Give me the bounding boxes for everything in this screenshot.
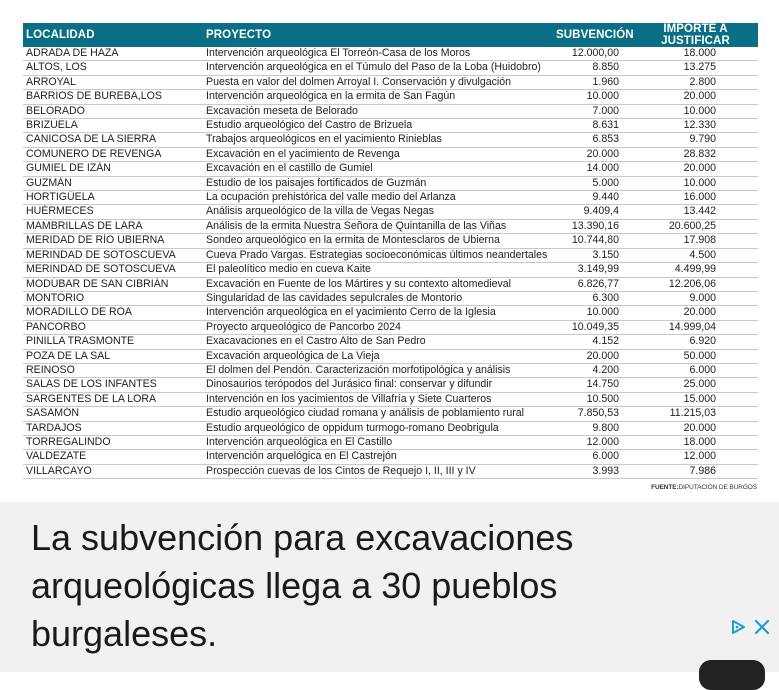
table-header-row — [23, 23, 758, 47]
cell-localidad: TARDAJOS — [23, 421, 203, 435]
cell-localidad: COMUNERO DE REVENGA — [23, 147, 203, 161]
cell-proyecto: Excavación meseta de Belorado — [203, 104, 553, 118]
cell-proyecto: Singularidad de las cavidades sepulcrales de Montorio — [203, 291, 553, 305]
article-card[interactable] — [0, 502, 779, 672]
cell-proyecto: Estudio arqueológico del Castro de Brizuela — [203, 119, 553, 133]
cell-localidad: ARROYAL — [23, 75, 203, 89]
cell-proyecto: Estudio arqueológico de oppidum turmogo-romano Deobrigula — [203, 421, 553, 435]
cell-importe: 13.442 — [633, 205, 758, 219]
table-row — [23, 450, 758, 464]
cell-importe: 9.000 — [633, 291, 758, 305]
cell-subvencion: 6.853 — [553, 133, 633, 147]
cell-subvencion: 9.440 — [553, 191, 633, 205]
table-row — [23, 291, 758, 305]
cell-localidad: ADRADA DE HAZA — [23, 47, 203, 61]
cell-localidad: BRIZUELA — [23, 119, 203, 133]
cell-proyecto: La ocupación prehistórica del valle medio del Arlanza — [203, 191, 553, 205]
source-value: DIPUTACIÓN DE BURGOS — [678, 484, 757, 491]
cell-proyecto: Proyecto arqueológico de Pancorbo 2024 — [203, 320, 553, 334]
source-label: FUENTE: — [651, 484, 679, 491]
table-row — [23, 335, 758, 349]
cell-importe: 4.499,99 — [633, 263, 758, 277]
cell-proyecto: Intervención arqueológica El Torreón-Casa de los Moros — [203, 47, 553, 61]
cell-localidad: MAMBRILLAS DE LARA — [23, 219, 203, 233]
cell-importe: 11.215,03 — [633, 407, 758, 421]
cell-importe: 6.000 — [633, 363, 758, 377]
table-row — [23, 191, 758, 205]
table-row — [23, 147, 758, 161]
cell-localidad: SASAMÓN — [23, 407, 203, 421]
cell-localidad: CANICOSA DE LA SIERRA — [23, 133, 203, 147]
cell-proyecto: Cueva Prado Vargas. Estrategias socioeconómicas últimos neandertales — [203, 248, 553, 262]
table-row — [23, 133, 758, 147]
cell-subvencion: 7.850,53 — [553, 407, 633, 421]
cell-localidad: BELORADO — [23, 104, 203, 118]
table-row — [23, 392, 758, 406]
cell-subvencion: 9.409,4 — [553, 205, 633, 219]
cell-localidad: HUÉRMECES — [23, 205, 203, 219]
cell-proyecto: El paleolítico medio en cueva Kaite — [203, 263, 553, 277]
table-row — [23, 277, 758, 291]
cell-subvencion: 6.826,77 — [553, 277, 633, 291]
cell-subvencion: 14.750 — [553, 378, 633, 392]
cell-subvencion: 5.000 — [553, 176, 633, 190]
article-headline[interactable]: La subvención para excavaciones arqueológicas llega a 30 pueblos burgaleses. — [31, 517, 574, 654]
cell-importe: 18.000 — [633, 47, 758, 61]
cell-subvencion: 3.993 — [553, 464, 633, 478]
cell-proyecto: Prospección cuevas de los Cintos de Requejo I, II, III y IV — [203, 464, 553, 478]
cell-localidad: SARGENTES DE LA LORA — [23, 392, 203, 406]
cell-importe: 25.000 — [633, 378, 758, 392]
cell-subvencion: 10.000 — [553, 90, 633, 104]
source-credit — [651, 484, 757, 491]
cell-localidad: HORTIGÜELA — [23, 191, 203, 205]
table-row — [23, 119, 758, 133]
table-row — [23, 435, 758, 449]
cell-localidad: BARRIOS DE BUREBA,LOS — [23, 90, 203, 104]
cell-importe: 20.000 — [633, 421, 758, 435]
cell-importe: 12.000 — [633, 450, 758, 464]
cell-localidad: MERIDAD DE RÍO UBIERNA — [23, 234, 203, 248]
cell-subvencion: 9.800 — [553, 421, 633, 435]
cell-subvencion: 4.152 — [553, 335, 633, 349]
table-row — [23, 306, 758, 320]
cell-importe: 9.790 — [633, 133, 758, 147]
cell-subvencion: 8.631 — [553, 119, 633, 133]
cell-subvencion: 3.150 — [553, 248, 633, 262]
cell-importe: 10.000 — [633, 104, 758, 118]
table-row — [23, 162, 758, 176]
cell-subvencion: 20.000 — [553, 349, 633, 363]
cell-proyecto: Excavación en el castillo de Gumiel — [203, 162, 553, 176]
cell-importe: 14.999,04 — [633, 320, 758, 334]
table-row — [23, 407, 758, 421]
cell-importe: 20.000 — [633, 306, 758, 320]
cell-importe: 15.000 — [633, 392, 758, 406]
cell-proyecto: Análisis arqueológico de la villa de Vegas Negas — [203, 205, 553, 219]
cell-subvencion: 6.000 — [553, 450, 633, 464]
cell-importe: 12.330 — [633, 119, 758, 133]
cell-importe: 7.986 — [633, 464, 758, 478]
cell-subvencion: 3.149,99 — [553, 263, 633, 277]
cell-subvencion: 10.000 — [553, 306, 633, 320]
cell-localidad: VILLARCAYO — [23, 464, 203, 478]
table-body — [23, 47, 758, 479]
header-subvencion: SUBVENCIÓN — [553, 23, 633, 47]
cell-importe: 16.000 — [633, 191, 758, 205]
table-row — [23, 205, 758, 219]
cell-localidad: POZA DE LA SAL — [23, 349, 203, 363]
cell-proyecto: Intervención arqueológica en El Castillo — [203, 435, 553, 449]
cell-subvencion: 10.049,35 — [553, 320, 633, 334]
cell-proyecto: Intervención arqueológica en el yacimiento Cerro de la Iglesia — [203, 306, 553, 320]
cell-localidad: VALDEZATE — [23, 450, 203, 464]
table-row — [23, 363, 758, 377]
cell-proyecto: Análisis de la ermita Nuestra Señora de Quintanilla de las Viñas — [203, 219, 553, 233]
cell-localidad: MERINDAD DE SOTOSCUEVA — [23, 248, 203, 262]
cell-proyecto: El dolmen del Pendón. Caracterización morfotipológica y análisis — [203, 363, 553, 377]
table-row — [23, 61, 758, 75]
cell-subvencion: 12.000 — [553, 435, 633, 449]
cell-localidad: GUMIEL DE IZÁN — [23, 162, 203, 176]
adchoices-icon[interactable] — [729, 618, 747, 639]
header-proyecto: PROYECTO — [203, 23, 553, 47]
floating-action-button[interactable] — [699, 660, 765, 690]
subsidy-table-graphic — [23, 23, 758, 479]
cell-localidad: PANCORBO — [23, 320, 203, 334]
cell-importe: 6.920 — [633, 335, 758, 349]
table-row — [23, 75, 758, 89]
cell-proyecto: Intervención arqueológica en la ermita de San Fagún — [203, 90, 553, 104]
cell-subvencion: 13.390,16 — [553, 219, 633, 233]
cell-subvencion: 10.744,80 — [553, 234, 633, 248]
cell-proyecto: Sondeo arqueológico en la ermita de Montesclaros de Ubierna — [203, 234, 553, 248]
cell-proyecto: Intervención en los yacimientos de Villafría y Siete Cuarteros — [203, 392, 553, 406]
ad-controls — [729, 618, 771, 639]
cell-importe: 17.908 — [633, 234, 758, 248]
cell-importe: 12.206,06 — [633, 277, 758, 291]
table-row — [23, 176, 758, 190]
table-row — [23, 421, 758, 435]
table-row — [23, 378, 758, 392]
close-icon[interactable] — [753, 618, 771, 639]
cell-importe: 10.000 — [633, 176, 758, 190]
cell-importe: 20.000 — [633, 162, 758, 176]
cell-importe: 28.832 — [633, 147, 758, 161]
cell-localidad: MORADILLO DE ROA — [23, 306, 203, 320]
cell-proyecto: Intervención arqueológica en el Túmulo del Paso de la Loba (Huidobro) — [203, 61, 553, 75]
table-row — [23, 320, 758, 334]
cell-subvencion: 14.000 — [553, 162, 633, 176]
cell-proyecto: Excavación arqueológica de La Vieja — [203, 349, 553, 363]
cell-localidad: SALAS DE LOS INFANTES — [23, 378, 203, 392]
table-row — [23, 219, 758, 233]
cell-subvencion: 8.850 — [553, 61, 633, 75]
cell-proyecto: Excavación en Fuente de los Mártires y su contexto altomedieval — [203, 277, 553, 291]
cell-proyecto: Estudio de los paisajes fortificados de Guzmán — [203, 176, 553, 190]
cell-subvencion: 1.960 — [553, 75, 633, 89]
subsidy-table — [23, 23, 758, 479]
cell-importe: 20.600,25 — [633, 219, 758, 233]
table-row — [23, 90, 758, 104]
cell-importe: 2.800 — [633, 75, 758, 89]
table-row — [23, 47, 758, 61]
cell-proyecto: Dinosaurios terópodos del Jurásico final: conservar y difundir — [203, 378, 553, 392]
cell-subvencion: 4.200 — [553, 363, 633, 377]
cell-localidad: MODÚBAR DE SAN CIBRIÁN — [23, 277, 203, 291]
header-localidad: LOCALIDAD — [23, 23, 203, 47]
cell-subvencion: 12.000,00 — [553, 47, 633, 61]
cell-localidad: ALTOS, LOS — [23, 61, 203, 75]
table-row — [23, 464, 758, 478]
table-row — [23, 263, 758, 277]
cell-subvencion: 10.500 — [553, 392, 633, 406]
cell-proyecto: Estudio arqueológico ciudad romana y análisis de poblamiento rural — [203, 407, 553, 421]
cell-subvencion: 20.000 — [553, 147, 633, 161]
cell-importe: 4.500 — [633, 248, 758, 262]
cell-importe: 18.000 — [633, 435, 758, 449]
cell-proyecto: Intervención arquelógica en El Castrejón — [203, 450, 553, 464]
cell-importe: 50.000 — [633, 349, 758, 363]
cell-localidad: TORREGALINDO — [23, 435, 203, 449]
cell-proyecto: Trabajos arqueológicos en el yacimiento Rinieblas — [203, 133, 553, 147]
cell-proyecto: Excavación en el yacimiento de Revenga — [203, 147, 553, 161]
table-row — [23, 349, 758, 363]
table-row — [23, 104, 758, 118]
cell-proyecto: Exacavaciones en el Castro Alto de San Pedro — [203, 335, 553, 349]
cell-localidad: GUZMÁN — [23, 176, 203, 190]
cell-localidad: REINOSO — [23, 363, 203, 377]
cell-subvencion: 7.000 — [553, 104, 633, 118]
cell-importe: 20.000 — [633, 90, 758, 104]
table-row — [23, 248, 758, 262]
cell-subvencion: 6.300 — [553, 291, 633, 305]
cell-localidad: PINILLA TRASMONTE — [23, 335, 203, 349]
header-importe: IMPORTE A JUSTIFICAR — [633, 23, 758, 47]
cell-localidad: MONTORIO — [23, 291, 203, 305]
cell-localidad: MERINDAD DE SOTOSCUEVA — [23, 263, 203, 277]
cell-importe: 13.275 — [633, 61, 758, 75]
cell-proyecto: Puesta en valor del dolmen Arroyal I. Conservación y divulgación — [203, 75, 553, 89]
table-row — [23, 234, 758, 248]
